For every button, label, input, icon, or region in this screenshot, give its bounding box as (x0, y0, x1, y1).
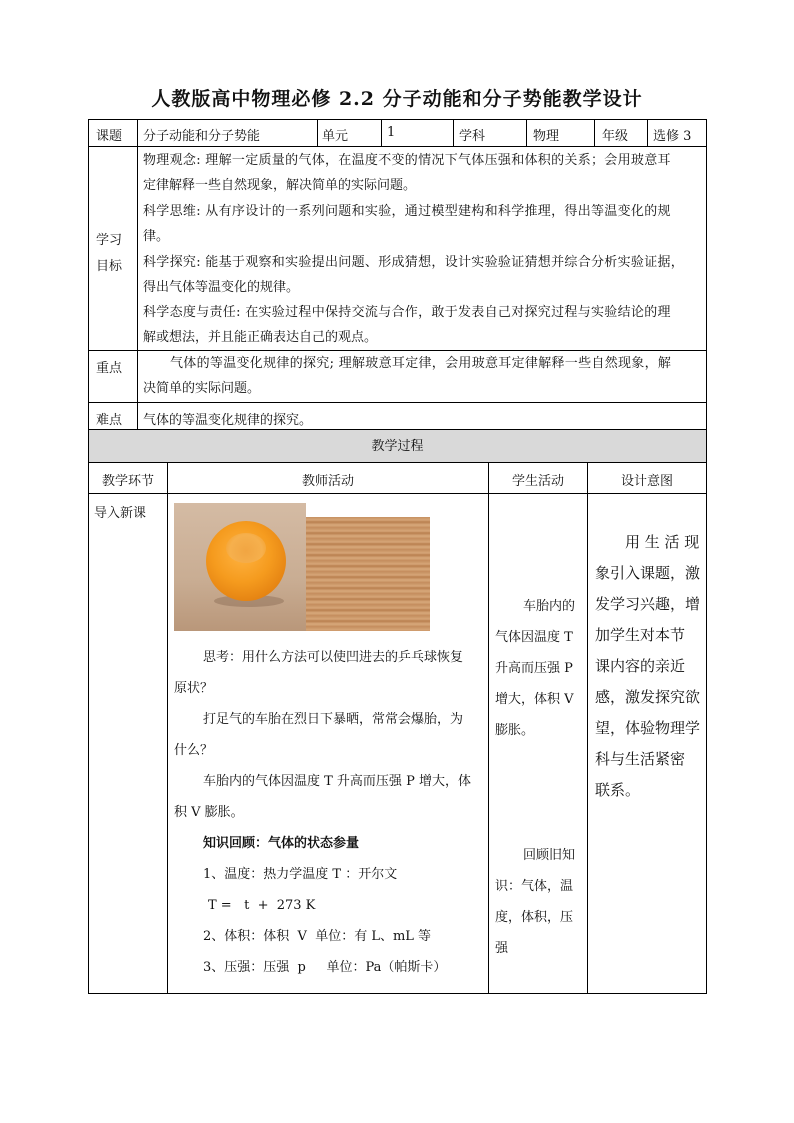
student-line: 回顾旧知 (523, 848, 576, 863)
key-point-label: 重点 (96, 361, 123, 376)
teacher-line: 什么？ (174, 743, 214, 758)
student-line: 气体因温度 T (495, 630, 573, 645)
goals-label-1: 学习 (96, 233, 123, 248)
subject-value: 物理 (533, 129, 560, 144)
design-line: 联系。 (595, 781, 641, 799)
review-title: 知识回顾：气体的状态参量 (203, 836, 360, 851)
design-line: 科与生活紧密 (595, 750, 686, 768)
design-line: 用 生 活 现 (625, 533, 700, 551)
unit-label: 单元 (322, 129, 349, 144)
col-header-design: 设计意图 (620, 474, 673, 489)
student-line: 增大，体积 V (495, 692, 574, 707)
grade-label: 年级 (602, 129, 629, 144)
col-header-step: 教学环节 (101, 474, 154, 489)
goal-line: 科学态度与责任: 在实验过程中保持交流与合作，敢于发表自己对探究过程与实验结论的理 (143, 305, 671, 320)
review-item: 2、体积：体积 V 单位：有 L、mL 等 (203, 929, 432, 944)
process-header-label: 教学过程 (371, 439, 424, 454)
goal-line: 解或想法，并且能正确表达自己的观点。 (143, 330, 378, 345)
goal-line: 得出气体等温变化的规律。 (143, 280, 300, 295)
key-point-line-1: 气体的等温变化规律的探究; 理解玻意耳定律，会用玻意耳定律解释一些自然现象，解 (170, 356, 672, 371)
student-line: 识：气体，温 (495, 879, 574, 894)
topic-label: 课题 (96, 129, 123, 144)
goal-line: 科学思维: 从有序设计的一系列问题和实验，通过模型建构和科学推理，得出等温变化的规 (143, 204, 671, 219)
review-item: T = t + 273 K (208, 898, 316, 913)
wood-grain-photo (306, 517, 430, 631)
grade-value: 选修 3 (653, 129, 692, 144)
student-line: 膨胀。 (495, 723, 535, 738)
review-item: 3、压强：压强 p 单位：Pa（帕斯卡） (203, 960, 447, 975)
design-line: 课内容的亲近 (595, 657, 686, 675)
review-item: 1、温度：热力学温度 T ：开尔文 (203, 867, 398, 882)
goals-label-2: 目标 (96, 259, 123, 274)
goal-line: 物理观念: 理解一定质量的气体，在温度不变的情况下气体压强和体积的关系；会用玻意耳 (143, 153, 671, 168)
teacher-line: 积 V 膨胀。 (174, 805, 244, 820)
goal-line: 律。 (143, 229, 170, 244)
student-line: 升高而压强 P (495, 661, 573, 676)
design-line: 感，激发探究欲 (595, 688, 701, 706)
document-title: 人教版高中物理必修 2.2 分子动能和分子势能教学设计 (151, 88, 643, 110)
student-line: 车胎内的 (523, 599, 576, 614)
topic-value: 分子动能和分子势能 (143, 129, 261, 144)
teacher-line: 打足气的车胎在烈日下暴晒，常常会爆胎，为 (203, 712, 464, 727)
student-line: 强 (495, 941, 509, 956)
design-line: 象引入课题，激 (595, 564, 701, 582)
unit-value: 1 (387, 125, 396, 140)
teacher-line: 思考：用什么方法可以使凹进去的乒乓球恢复 (203, 650, 464, 665)
goal-line: 定律解释一些自然现象，解决简单的实际问题。 (143, 178, 417, 193)
teacher-line: 车胎内的气体因温度 T 升高而压强 P 增大，体 (203, 774, 471, 789)
teacher-line: 原状？ (174, 681, 214, 696)
design-line: 望，体验物理学 (595, 719, 701, 737)
difficulty-text: 气体的等温变化规律的探究。 (143, 413, 313, 428)
dented-ping-pong-ball-photo (174, 503, 306, 631)
key-point-line-2: 决简单的实际问题。 (143, 381, 261, 396)
design-line: 加学生对本节 (595, 626, 686, 644)
intro-step-label: 导入新课 (94, 506, 147, 521)
student-line: 度，体积，压 (495, 910, 574, 925)
design-line: 发学习兴趣，增 (595, 595, 701, 613)
goal-line: 科学探究: 能基于观察和实验提出问题、形成猜想，设计实验验证猜想并综合分析实验证据， (143, 255, 685, 270)
process-header (89, 430, 706, 462)
difficulty-label: 难点 (96, 413, 123, 428)
subject-label: 学科 (459, 129, 486, 144)
col-header-student: 学生活动 (511, 474, 564, 489)
col-header-teacher: 教师活动 (301, 474, 354, 489)
